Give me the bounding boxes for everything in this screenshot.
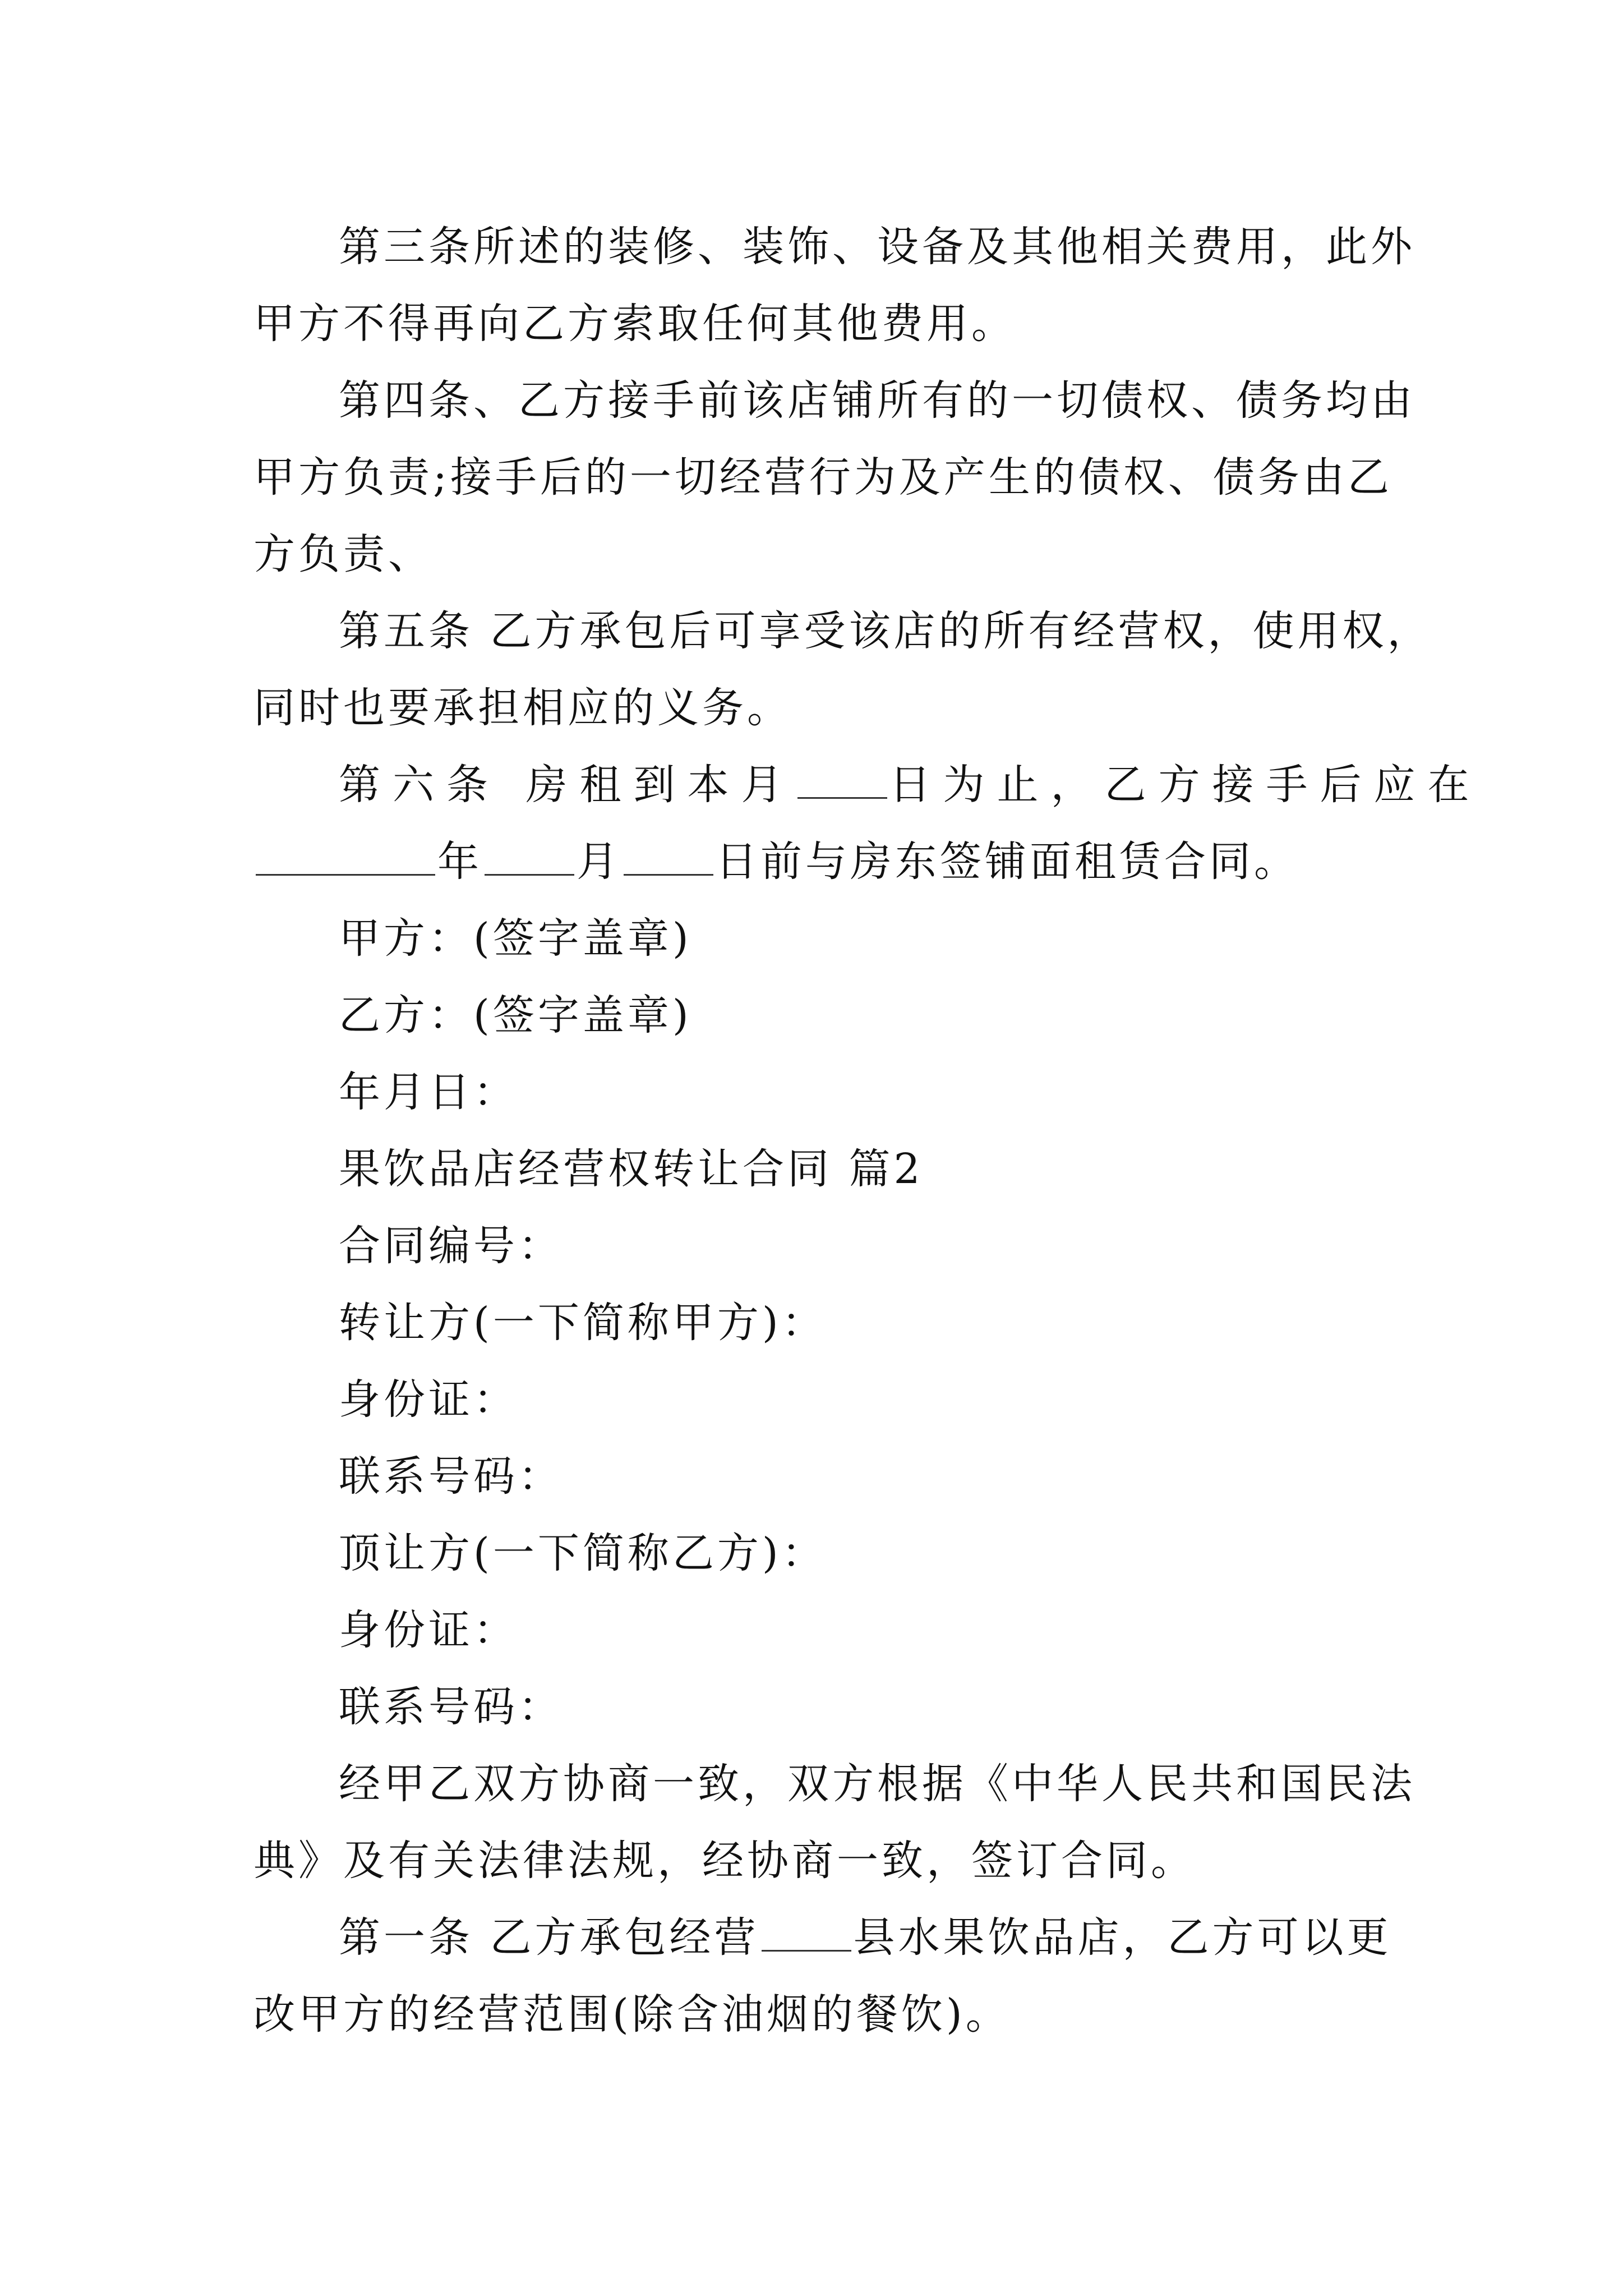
phone-line: 联系号码：: [339, 1452, 563, 1501]
phone-line: 联系号码：: [339, 1683, 563, 1731]
paragraph-line: 同时也要承担相应的义务。: [253, 684, 792, 732]
blank-underline: [256, 828, 435, 876]
blank-underline: [762, 1904, 851, 1952]
paragraph-line: 第四条、乙方接手前该店铺所有的一切债权、债务均由: [339, 376, 1415, 425]
signature-party-a: 甲方：(签字盖章): [339, 914, 692, 963]
article-one-text-b: 县水果饮品店，乙方可以更: [853, 1913, 1392, 1962]
id-card-line: 身份证：: [339, 1375, 518, 1424]
month-label: 月: [577, 838, 621, 886]
paragraph-line: 方负责、: [253, 530, 433, 578]
paragraph-line: 甲方不得再向乙方索取任何其他费用。: [253, 300, 1016, 348]
article-six-line-2: [253, 823, 1386, 900]
article-six-text-c: 日前与房东签铺面租赁合同。: [716, 838, 1299, 886]
date-line: 年月日：: [339, 1068, 518, 1116]
article-six-text-a: 第六条 房租到本月: [339, 761, 795, 809]
paragraph-line: 甲方负责;接手后的一切经营行为及产生的债权、债务由乙: [253, 453, 1393, 501]
document-body: [253, 209, 1482, 2053]
article-six-text-b: 日为止，乙方接手后应在: [889, 761, 1482, 809]
blank-underline: [624, 828, 713, 876]
paragraph-line: 改甲方的经营范围(除含油烟的餐饮)。: [253, 1990, 1011, 2039]
transferor-line: 转让方(一下简称甲方)：: [339, 1299, 827, 1347]
paragraph-line: 第三条所述的装修、装饰、设备及其他相关费用，此外: [339, 223, 1415, 271]
signature-party-b: 乙方：(签字盖章): [339, 991, 692, 1039]
paragraph-line: 经甲乙双方协商一致，双方根据《中华人民共和国民法: [339, 1760, 1415, 1808]
section-title: 果饮品店经营权转让合同 篇2: [339, 1145, 924, 1193]
year-label: 年: [437, 838, 482, 886]
article-one-text-a: 第一条 乙方承包经营: [339, 1913, 759, 1962]
transferee-line: 顶让方(一下简称乙方)：: [339, 1529, 827, 1577]
blank-underline: [797, 751, 887, 799]
contract-number: 合同编号：: [339, 1222, 563, 1270]
blank-underline: [485, 828, 574, 876]
paragraph-line: 第五条 乙方承包后可享受该店的所有经营权，使用权，: [339, 607, 1432, 655]
article-one-line-1: [253, 1899, 1392, 1976]
article-six-line-1: [253, 747, 1482, 823]
id-card-line: 身份证：: [339, 1606, 518, 1654]
paragraph-line: 典》及有关法律法规，经协商一致，签订合同。: [253, 1837, 1196, 1885]
